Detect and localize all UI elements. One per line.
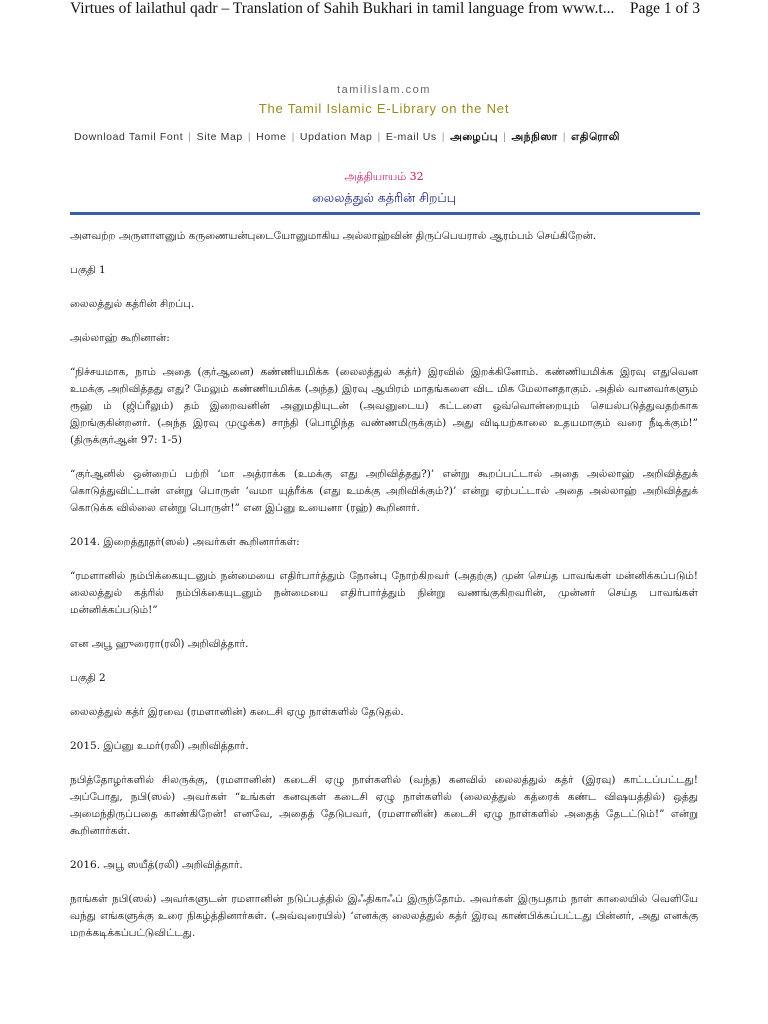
quran-quote: “நிச்சயமாக, நாம் அதை (குர்ஆனை) கண்ணியமிக்க (லைலத்துல் கத்ர்) இரவில் இறக்கினோம். கண்ணியமிக்க இரவு எதுவென உமக்கு அறிவித்தது எது? மேலும் கண்ணியமிக்க (அந்த) இரவு ஆயிரம் மாதங்களை விட மிக மேலானதாகும். அதில் வானவர்களும் ரூஹ் ம் (ஜிப்ரீலும்) தம் இறைவனின் அனுமதியுடன் (அவனுடைய) கட்டளை ஒவ்வொன்றையும் செயல்படுத்துவதற்காக இறங்குகின்றனர். (அந்த இரவு முழுக்க) சாந்தி (பொழிந்த வண்ணமிருக்கும்) அது விடியற்காலை உதயமாகும் வரை நீடிக்கும்!” (திருக்குர்ஆன் 97: 1-5)	[70, 366, 698, 446]
paragraph-opening: அளவற்ற அருளாளனும் கருணையன்புடையோனுமாகிய அல்லாஹ்வின் திருப்பெயரால் ஆரம்பம் செய்கிறேன்.	[70, 230, 597, 242]
chapter-heading	[0, 170, 768, 207]
chapter-number: அத்தியாயம் 32	[344, 170, 424, 183]
nav-separator: |	[291, 131, 295, 143]
hadith-number-2014: 2014. இறைத்தூதர்(ஸல்) அவர்கள் கூறினார்கள்:	[70, 536, 300, 548]
nav-separator: |	[377, 131, 381, 143]
section-heading: லைலத்துல் கத்ர் இரவை (ரமளானின்) கடைசி ஏழு நாள்களில் தேடுதல்.	[70, 706, 404, 718]
nav-separator: |	[441, 131, 446, 143]
section-label: பகுதி 2	[70, 672, 106, 684]
nav-bar	[74, 131, 714, 144]
nav-link-download-font[interactable]: Download Tamil Font	[74, 131, 184, 143]
nav-link-updation-map[interactable]: Updation Map	[299, 131, 373, 143]
quote-intro: அல்லாஹ் கூறினான்:	[70, 332, 170, 344]
hadith-text-2015: நபித்தோழர்களில் சிலருக்கு, (ரமளானின்) கடைசி ஏழு நாள்களில் (வந்த) கனவில் லைலத்துல் கத்ர் (இரவு) காட்டப்பட்டது! அப்போது, நபி(ஸல்) அவர்கள் “உங்கள் கனவுகள் கடைசி ஏழு நாள்களில் (லைலத்துல் கத்ரைக் கண்ட விஷயத்தில்) ஒத்து அமைந்திருப்பதை காண்கிறேன்! எனவே, அதைத் தேடுபவர், (ரமளானின்) கடைசி ஏழு நாள்களில் அதைத் தேடட்டும்!” என்று கூறினார்கள்.	[70, 774, 698, 837]
paragraph-commentary: “குர்ஆனில் ஒன்றைப் பற்றி ‘மா அத்ராக்க (உமக்கு எது அறிவித்தது?)’ என்று கூறப்பட்டால் அதை அல்லாஹ் அறிவித்துக் கொடுத்துவிட்டான் என்று பொருள் ‘வமா யுத்ரீக்க (எது உமக்கு அறிவிக்கும்?)’ என்று ஏற்பட்டால் அதை அல்லாஹ் அறிவித்துக் கொடுக்க வில்லை என்று பொருள்!” என இப்னு உயைனா (ரஹ்) கூறினார்.	[70, 468, 698, 514]
section-heading: லைலத்துல் கத்ரின் சிறப்பு.	[70, 298, 195, 310]
nav-link-email[interactable]: E-mail Us	[385, 131, 437, 143]
print-header	[70, 0, 700, 20]
hadith-text-2016: நாங்கள் நபி(ஸல்) அவர்களுடன் ரமளானின் நடுப்பத்தில் இஃதிகாஃப் இருந்தோம். அவர்கள் இருபதாம் நாள் காலையில் வெளியே வந்து எங்களுக்கு உரை நிகழ்த்தினார்கள். (அவ்வுரையில்) ‘எனக்கு லைலத்துல் கத்ர் இரவு காண்பிக்கப்பட்டது பின்னர், அது எனக்கு மறக்கடிக்கப்பட்டுவிட்டது.	[70, 893, 698, 939]
site-tagline: The Tamil Islamic E-Library on the Net	[258, 101, 510, 116]
nav-separator: |	[503, 131, 507, 143]
nav-separator: |	[562, 131, 567, 143]
nav-link-home[interactable]: Home	[256, 131, 287, 143]
nav-link-site-map[interactable]: Site Map	[196, 131, 243, 143]
nav-link-annisa[interactable]: அந்நிஸா	[511, 131, 558, 143]
nav-link-ethiroli[interactable]: எதிரொலி	[571, 131, 621, 143]
page-number: Page 1 of 3	[629, 0, 700, 17]
nav-separator: |	[247, 131, 252, 143]
document-title: Virtues of lailathul qadr – Translation of Sahih Bukhari in tamil language from www.t...	[70, 0, 615, 17]
hadith-text-2014: “ரமளானில் நம்பிக்கையுடனும் நன்மையை எதிர்பார்த்தும் நோன்பு நோற்கிறவர் (அதற்கு) முன் செய்த பாவங்கள் மன்னிக்கப்படும்! லைலத்துல் கத்ரில் நம்பிக்கையுடனும் நன்மையை எதிர்பார்த்தும் நின்று வணங்குகிறவரின், முன்னர் செய்த பாவங்கள் மன்னிக்கப்படும்!”	[70, 570, 698, 616]
chapter-title: லைலத்துல் கத்ரின் சிறப்பு	[311, 190, 457, 205]
divider	[70, 212, 700, 215]
hadith-number-2015: 2015. இப்னு உமர்(ரலி) அறிவித்தார்.	[70, 740, 249, 752]
site-header	[0, 84, 768, 116]
hadith-number-2016: 2016. அபூ ஸயீத்(ரலி) அறிவித்தார்.	[70, 859, 243, 871]
section-label: பகுதி 1	[70, 264, 106, 276]
nav-separator: |	[188, 131, 192, 143]
narrator-line: என அபூ ஹுரைரா(ரலி) அறிவித்தார்.	[70, 638, 249, 650]
site-domain[interactable]: tamilislam.com	[337, 84, 431, 96]
nav-link-azhaippu[interactable]: அழைப்பு	[450, 131, 499, 143]
article-body	[70, 228, 698, 958]
